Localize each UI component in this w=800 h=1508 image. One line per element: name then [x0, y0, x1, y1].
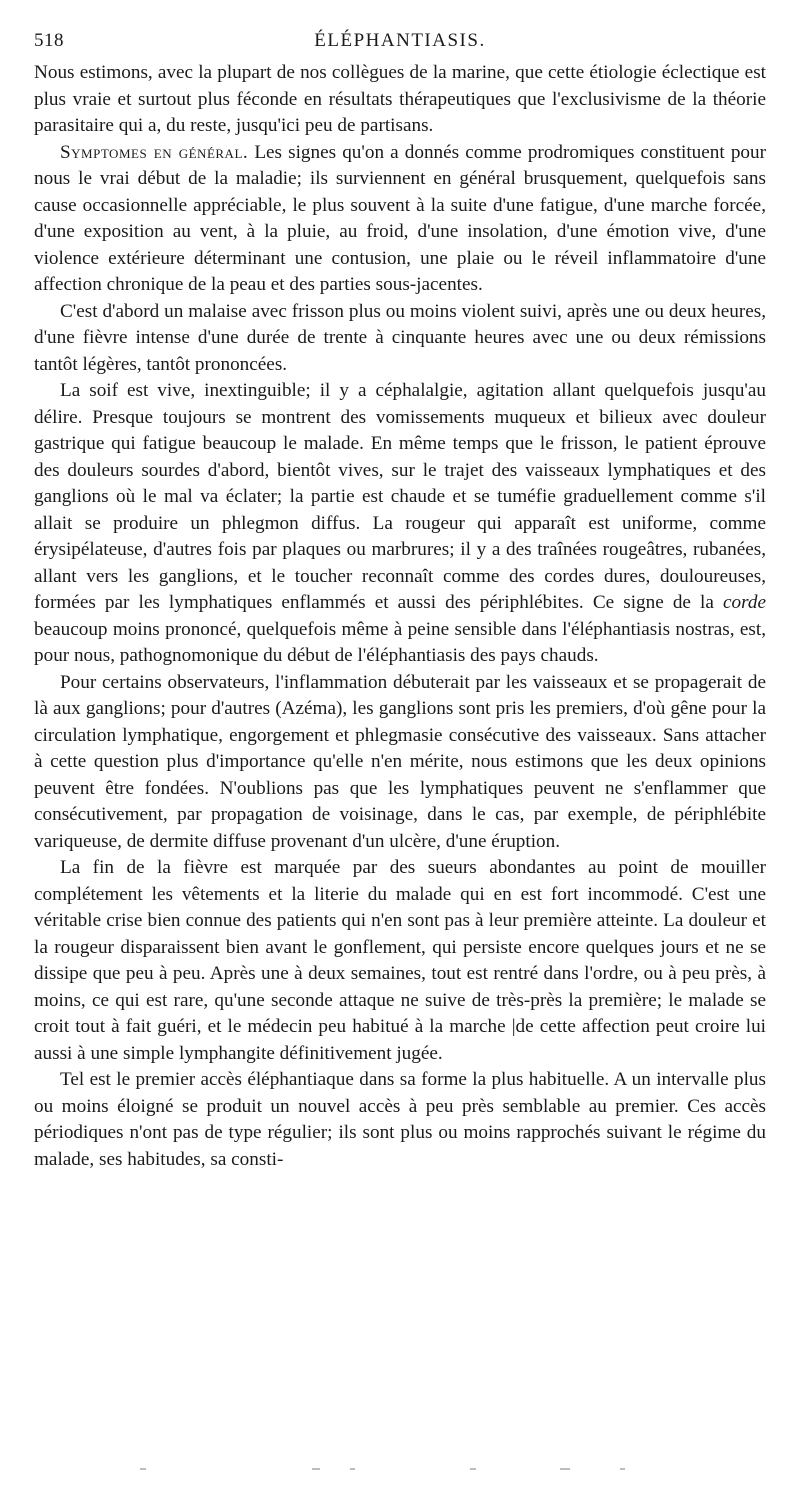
page-number: 518 — [34, 30, 64, 51]
body-text — [34, 60, 766, 1173]
book-page — [34, 30, 766, 1173]
paragraph-text: La fin de la fièvre est marquée par des sueurs abondantes au point de mouiller complétement les vêtements et la literie du malade qui en est fort incommodé. C'est une véritable crise bien connue des patients qui n'en sont pas à leur première atteinte. La douleur et la rougeur disparaissent bien avant le gonflement, qui persiste encore quelques jours et ne se dissipe que peu à peu. Après une à deux semaines, tout est rentré dans l'ordre, ou à peu près, à moins, ce qui est rare, qu'une seconde attaque ne suive de très-près la première; le malade se croit tout à fait guéri, et le médecin peu habitué à la marche |de cette affection peut croire lui aussi à une simple lymphangite définitivement jugée. — [34, 857, 766, 1064]
paragraph-inflammation-origin — [34, 670, 766, 856]
scan-mark — [312, 1468, 320, 1470]
paragraph-etiology-conclusion — [34, 60, 766, 140]
paragraph-text: C'est d'abord un malaise avec frisson plus ou moins violent suivi, après une ou deux heures, d'une fièvre intense d'une durée de trente à cinquante heures avec une ou deux rémissions tantôt légères, tantôt prononcées. — [34, 300, 766, 375]
paragraph-text: beaucoup moins prononcé, quelquefois même à peine sensible dans l'éléphantiasis nostras, est, pour nous, pathognomonique du début de l'éléphantiasis des pays chauds. — [34, 618, 766, 666]
paragraph-text: Pour certains observateurs, l'inflammation débuterait par les vaisseaux et se propagerait de là aux ganglions; pour d'autres (Azéma), les ganglions sont pris les premiers, d'où gêne pour la circulation lymphatique, engorgement et phlegmasie consécutive des vaisseaux. Sans attacher à cette question plus d'importance qu'elle n'en mérite, nous estimons que les deux opinions peuvent être fondées. N'oublions pas que les lymphatiques peuvent ne s'enflammer que consécutivement, par propagation de voisinage, dans le cas, par exemple, de périphlébite variqueuse, de dermite diffuse provenant d'un ulcère, d'une éruption. — [34, 671, 766, 852]
section-heading: Symptomes en général. — [60, 141, 249, 163]
paragraph-fever-end — [34, 855, 766, 1067]
scan-mark — [560, 1468, 570, 1470]
scan-mark — [620, 1468, 625, 1470]
paragraph-text: Les signes qu'on a donnés comme prodromiques constituent pour nous le vrai début de la maladie; ils surviennent en général brusquement, quelquefois sans cause occasionnelle appréciable, le plus souvent à la suite d'une fatigue, d'une marche forcée, d'une exposition au vent, à la pluie, au froid, d'une insolation, d'une émotion vive, d'une violence extérieure déterminant une contusion, une plaie ou le réveil inflammatoire d'une affection chronique de la peau et des parties sous-jacentes. — [34, 141, 767, 295]
scan-mark — [470, 1468, 476, 1470]
paragraph-text: Nous estimons, avec la plupart de nos collègues de la marine, que cette étiologie éclectique est plus vraie et surtout plus féconde en résultats thérapeutiques que l'exclusivisme de la théorie parasitaire qui a, du reste, jusqu'ici peu de partisans. — [34, 62, 766, 136]
paragraph-general-symptoms — [34, 140, 766, 299]
paragraph-text: La soif est vive, inextinguible; il y a céphalalgie, agitation allant quelquefois jusqu'au délire. Presque toujours se montrent des vomissements muqueux et bilieux avec douleur gastrique qui fatigue beaucoup le malade. En même temps que le frisson, le patient éprouve des douleurs sourdes d'abord, bientôt vives, sur le trajet des vaisseaux lymphatiques et des ganglions où le mal va éclater; la partie est chaude et se tuméfie graduellement comme s'il allait se produire un phlegmon diffus. La rougeur qui apparaît est uniforme, comme érysipélateuse, d'autres fois par plaques ou marbrures; il y a des traînées rougeâtres, rubanées, allant vers les ganglions, et le toucher reconnaît comme des cordes dures, douloureuses, formées par les lymphatiques enflammés et aussi des périphlébites. Ce signe de la — [34, 380, 766, 613]
running-title: ÉLÉPHANTIASIS. — [314, 30, 486, 51]
scan-artifact-marks — [140, 1468, 640, 1474]
paragraph-text: Tel est le premier accès éléphantiaque dans sa forme la plus habituelle. A un intervalle plus ou moins éloigné se produit un nouvel accès à peu près semblable au premier. Ces accès périodiques n'ont pas de type régulier; ils sont plus ou moins rapprochés suivant le régime du malade, ses habitudes, sa consti- — [34, 1069, 766, 1170]
italic-term: corde — [723, 592, 766, 613]
scan-mark — [350, 1468, 355, 1470]
paragraph-local-signs — [34, 378, 766, 670]
scan-mark — [140, 1468, 146, 1470]
paragraph-recurrence — [34, 1067, 766, 1173]
running-head — [34, 30, 766, 60]
paragraph-onset-fever — [34, 299, 766, 379]
